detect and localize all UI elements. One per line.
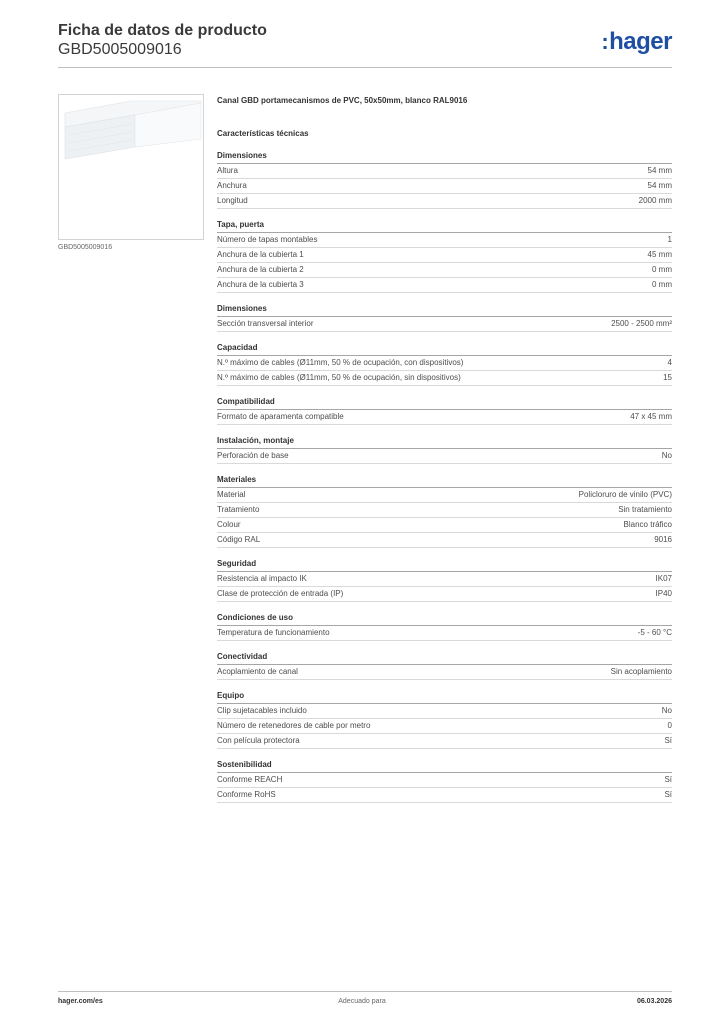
section-title: Conectividad [217, 652, 672, 665]
spec-value: 2500 - 2500 mm² [611, 319, 672, 328]
spec-sections [217, 151, 672, 803]
spec-label: N.º máximo de cables (Ø11mm, 50 % de ocupación, con dispositivos) [217, 358, 464, 367]
cable-trunking-icon [59, 95, 203, 239]
technical-characteristics-heading: Características técnicas [217, 129, 309, 138]
spec-value: 47 x 45 mm [630, 412, 672, 421]
spec-value: No [661, 706, 672, 715]
spec-value: 54 mm [647, 181, 672, 190]
product-image [58, 94, 204, 240]
spec-value: 0 mm [652, 265, 672, 274]
spec-label: Número de retenedores de cable por metro [217, 721, 371, 730]
section-title: Compatibilidad [217, 397, 672, 410]
spec-value: Sin tratamiento [618, 505, 672, 514]
spec-value: 1 [667, 235, 672, 244]
section-title: Condiciones de uso [217, 613, 672, 626]
hager-logo [601, 29, 672, 55]
spec-row [217, 449, 672, 464]
spec-row [217, 263, 672, 278]
footer-date: 06.03.2026 [636, 998, 672, 1005]
spec-row [217, 194, 672, 209]
spec-row [217, 704, 672, 719]
section-title: Tapa, puerta [217, 220, 672, 233]
spec-value: 9016 [654, 535, 672, 544]
spec-section [217, 151, 672, 209]
spec-row [217, 572, 672, 587]
logo-text: hager [609, 28, 672, 55]
spec-row [217, 773, 672, 788]
spec-label: Anchura [217, 181, 247, 190]
logo-dots-icon: : [601, 29, 609, 54]
spec-row [217, 371, 672, 386]
spec-value: 0 mm [652, 280, 672, 289]
spec-row [217, 233, 672, 248]
spec-row [217, 533, 672, 548]
spec-label: Resistencia al impacto IK [217, 574, 307, 583]
spec-value: 0 [667, 721, 672, 730]
footer-website[interactable]: hager.com/es [58, 998, 103, 1005]
spec-label: Formato de aparamenta compatible [217, 412, 344, 421]
spec-row [217, 518, 672, 533]
section-title: Equipo [217, 691, 672, 704]
spec-label: Código RAL [217, 535, 261, 544]
product-description: Canal GBD portamecanismos de PVC, 50x50mm, blanco RAL9016 [217, 96, 468, 105]
spec-row [217, 164, 672, 179]
spec-value: -5 - 60 °C [637, 628, 672, 637]
spec-label: Material [217, 490, 246, 499]
section-title: Sostenibilidad [217, 760, 672, 773]
spec-row [217, 734, 672, 749]
spec-value: No [661, 451, 672, 460]
spec-row [217, 317, 672, 332]
section-title: Materiales [217, 475, 672, 488]
spec-label: Tratamiento [217, 505, 260, 514]
spec-section [217, 652, 672, 680]
footer-divider [58, 991, 672, 992]
spec-label: Sección transversal interior [217, 319, 314, 328]
spec-value: Sí [664, 790, 672, 799]
spec-row [217, 626, 672, 641]
spec-row [217, 278, 672, 293]
spec-row [217, 179, 672, 194]
header-divider [58, 67, 672, 68]
footer-center-text: Adecuado para [338, 998, 386, 1005]
spec-value: Sí [664, 775, 672, 784]
spec-value: Policloruro de vinilo (PVC) [578, 490, 672, 499]
spec-label: Altura [217, 166, 238, 175]
spec-row [217, 248, 672, 263]
spec-label: Temperatura de funcionamiento [217, 628, 330, 637]
spec-label: Con película protectora [217, 736, 300, 745]
spec-row [217, 488, 672, 503]
section-title: Dimensiones [217, 151, 672, 164]
spec-value: 45 mm [647, 250, 672, 259]
spec-value: 4 [667, 358, 672, 367]
product-details [217, 95, 672, 803]
product-code: GBD5005009016 [58, 41, 182, 58]
spec-label: Conforme RoHS [217, 790, 276, 799]
document-title: Ficha de datos de producto [58, 22, 267, 39]
spec-row [217, 665, 672, 680]
section-title: Instalación, montaje [217, 436, 672, 449]
spec-value: Sin acoplamiento [610, 667, 672, 676]
spec-section [217, 760, 672, 803]
spec-section [217, 343, 672, 386]
spec-label: Acoplamiento de canal [217, 667, 298, 676]
spec-row [217, 356, 672, 371]
spec-section [217, 436, 672, 464]
spec-label: Anchura de la cubierta 2 [217, 265, 304, 274]
spec-label: Colour [217, 520, 241, 529]
spec-value: Blanco tráfico [623, 520, 672, 529]
spec-row [217, 410, 672, 425]
section-title: Dimensiones [217, 304, 672, 317]
spec-section [217, 304, 672, 332]
spec-section [217, 475, 672, 548]
spec-value: IK07 [655, 574, 672, 583]
spec-row [217, 719, 672, 734]
spec-row [217, 503, 672, 518]
spec-value: IP40 [655, 589, 672, 598]
spec-label: Clase de protección de entrada (IP) [217, 589, 344, 598]
spec-label: Número de tapas montables [217, 235, 318, 244]
spec-value: 54 mm [647, 166, 672, 175]
spec-value: 15 [663, 373, 672, 382]
document-header [58, 22, 267, 60]
spec-section [217, 691, 672, 749]
spec-label: N.º máximo de cables (Ø11mm, 50 % de ocupación, sin dispositivos) [217, 373, 461, 382]
section-title: Seguridad [217, 559, 672, 572]
spec-label: Anchura de la cubierta 3 [217, 280, 304, 289]
spec-section [217, 613, 672, 641]
spec-label: Clip sujetacables incluido [217, 706, 307, 715]
spec-label: Longitud [217, 196, 248, 205]
spec-row [217, 788, 672, 803]
spec-section [217, 397, 672, 425]
spec-label: Conforme REACH [217, 775, 283, 784]
spec-label: Perforación de base [217, 451, 289, 460]
spec-row [217, 587, 672, 602]
section-title: Capacidad [217, 343, 672, 356]
spec-section [217, 220, 672, 293]
spec-value: Sí [664, 736, 672, 745]
spec-section [217, 559, 672, 602]
image-caption: GBD5005009016 [58, 244, 113, 251]
spec-value: 2000 mm [638, 196, 672, 205]
spec-label: Anchura de la cubierta 1 [217, 250, 304, 259]
